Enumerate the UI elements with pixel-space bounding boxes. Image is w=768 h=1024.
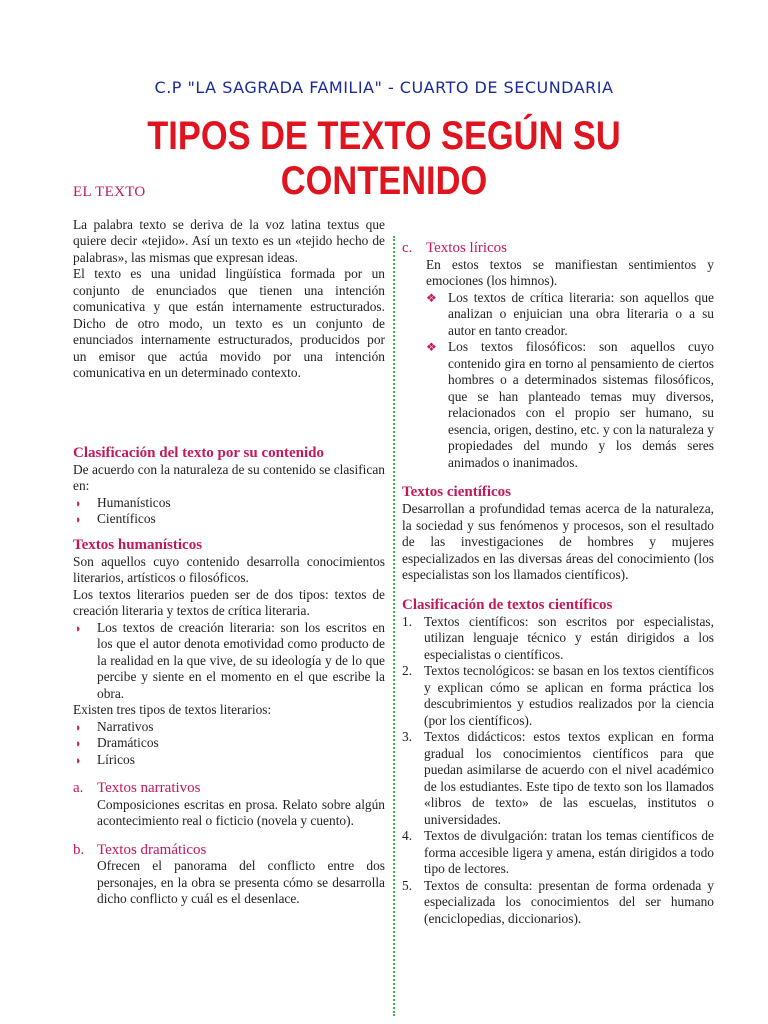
- liricos-section: [402, 240, 714, 290]
- triangle-bullet-icon: ◗: [75, 514, 82, 526]
- liricos-body: En estos textos se manifiestan sentimientos y emociones (los himnos).: [426, 256, 714, 288]
- triangle-bullet-icon: ◗: [75, 497, 82, 510]
- el-texto-heading: EL TEXTO: [73, 184, 146, 200]
- cientificos-body: Desarrollan a profundidad temas acerca de la naturaleza, la sociedad y sus fenómenos y procesos, son el resultado de las investigaciones de hombres y mujeres especializados en las diversas áreas del conocimiento (los especialistas son los llamados científicos).: [402, 501, 714, 582]
- dramaticos-body: Ofrecen el panorama del conflicto entre dos personajes, en la obra se presenta cómo se desarrolla dicho conflicto y cuál es el desenlace.: [97, 858, 385, 906]
- el-texto-paragraph-1: La palabra texto se deriva de la voz latina textus que quiere decir «tejido». Así un texto es un «tejido hecho de palabras», las mismas que expresan ideas.: [73, 216, 385, 265]
- liricos-list: [402, 290, 714, 472]
- list-item: ❖ Los textos filosóficos: son aquellos cuyo contenido gira en torno al pensamiento de ciertos hombres o a determinados sistemas filosóficos, que se han planteado temas muy diversos, relacionados con el propio ser humano, su esencia, origen, destino, etc. y con la naturaleza y propiedades del mundo y los demás seres animados o inanimados.: [426, 339, 714, 470]
- list-item: 1. Textos científicos: son escritos por especialistas, utilizan lenguaje técnico y están dirigidos a los especialistas o científicos.: [402, 613, 714, 662]
- humanisticos-heading: Textos humanísticos: [73, 536, 203, 553]
- triangle-bullet-icon: ◗: [75, 738, 82, 750]
- section-letter: a.: [73, 780, 84, 796]
- column-divider: [393, 236, 395, 1016]
- narrativos-body: Composiciones escritas en prosa. Relato sobre algún acontecimiento real o ficticio (novela y cuento).: [97, 796, 385, 828]
- item-number: 5.: [402, 877, 413, 893]
- page-title: TIPOS DE TEXTO SEGÚN SU CONTENIDO: [147, 114, 621, 203]
- item-number: 2.: [402, 663, 413, 678]
- dramaticos-section: [73, 842, 385, 908]
- clasificacion-paragraph: De acuerdo con la naturaleza de su contenido se clasifican en:: [73, 461, 385, 493]
- list-item: 4. Textos de divulgación: tratan los temas científicos de forma accesible ligera y amena, están dirigidos a todo tipo de lectores.: [402, 828, 714, 876]
- list-item: 2. Textos tecnológicos: se basan en los textos científicos y explican cómo se aplican en forma práctica los descubrimientos y estudios realizados por la ciencia (por los científicos).: [402, 663, 714, 728]
- triangle-bullet-icon: ◗: [75, 754, 82, 767]
- el-texto-paragraph-2: El texto es una unidad lingüística formada por un conjunto de enunciados que tienen una intención comunicativa y que están internamente estructurados. Dicho de otro modo, un texto es un conjunto de enunciados internamente estructurados, producidos por un emisor que actúa movido por una intención comunicativa en un determinado contexto.: [73, 266, 385, 380]
- clasif-cientificos-list: [402, 614, 714, 928]
- right-column: [402, 240, 714, 927]
- list-item: ◗ Dramáticos: [73, 735, 385, 752]
- humanisticos-bullet-list: [73, 620, 385, 703]
- narrativos-heading: Textos narrativos: [97, 780, 201, 796]
- humanisticos-paragraph-1: Son aquellos cuyo contenido desarrolla conocimientos literarios, artísticos o filosóficos.: [73, 553, 385, 585]
- list-item: ◗ Narrativos: [73, 719, 385, 736]
- clasif-cientificos-heading: Clasificación de textos científicos: [402, 596, 613, 613]
- list-item: ◗ Científicos: [73, 511, 385, 528]
- humanisticos-paragraph-2: Los textos literarios pueden ser de dos tipos: textos de creación literaria y textos de crítica literaria.: [73, 586, 385, 618]
- dramaticos-heading: Textos dramáticos: [97, 841, 207, 858]
- list-item: 5. Textos de consulta: presentan de forma ordenada y especializada los conocimientos del ser humano (enciclopedias, diccionarios).: [402, 877, 714, 926]
- clasificacion-heading: Clasificación del texto por su contenido: [73, 444, 324, 461]
- literarios-list: [73, 719, 385, 769]
- item-number: 3.: [402, 729, 413, 744]
- list-item: 3. Textos didácticos: estos textos explican en forma gradual los conocimientos científicos para que puedan asimilarse de acuerdo con el nivel académico de los estudiantes. Este tipo de texto son los llamados «libros de texto» de las escuelas, institutos o universidades.: [402, 729, 714, 827]
- diamond-bullet-icon: ❖: [426, 340, 437, 354]
- clasificacion-list: [73, 495, 385, 528]
- left-column: [73, 184, 385, 908]
- cientificos-heading: Textos científicos: [402, 484, 512, 500]
- list-item: ◗ Líricos: [73, 752, 385, 769]
- list-item: ❖ Los textos de crítica literaria: son aquellos que analizan o enjuician una obra literaria o a su autor en tanto creador.: [426, 289, 714, 338]
- triangle-bullet-icon: ◗: [75, 721, 82, 734]
- list-item: ◗ Humanísticos: [73, 495, 385, 512]
- diamond-bullet-icon: ❖: [426, 290, 437, 305]
- section-letter: b.: [73, 841, 85, 858]
- liricos-heading: Textos líricos: [426, 240, 508, 256]
- section-letter: c.: [402, 240, 413, 256]
- item-number: 1.: [402, 613, 413, 629]
- list-item: ◗ Los textos de creación literaria: son los escritos en los que el autor denota emotividad como producto de la realidad en la que vive, de su ideología y de lo que percibe y siente en el momento en el que escribe la obra.: [75, 619, 385, 701]
- item-number: 4.: [402, 828, 413, 843]
- humanisticos-paragraph-3: Existen tres tipos de textos literarios:: [73, 702, 272, 717]
- narrativos-section: [73, 780, 385, 830]
- school-header: C.P "LA SAGRADA FAMILIA" - CUARTO DE SECUNDARIA: [154, 78, 614, 97]
- triangle-bullet-icon: ◗: [75, 622, 82, 635]
